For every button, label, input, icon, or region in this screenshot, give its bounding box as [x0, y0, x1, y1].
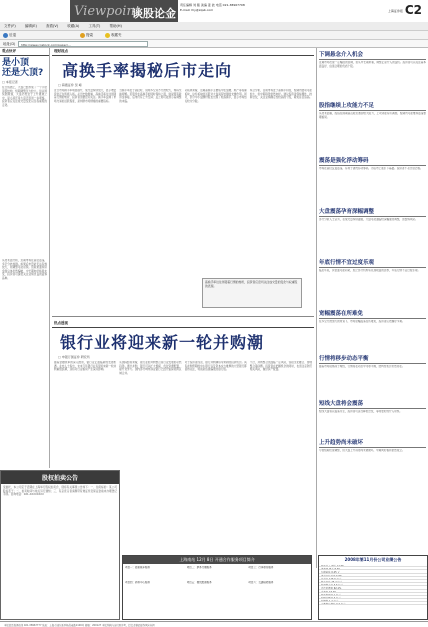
main-headline: 高换手率揭秘后市走向	[62, 61, 233, 80]
search-button[interactable]	[80, 32, 93, 39]
right-section-8-body: 短线大盘将以震荡为主，投资者可适当降低仓位，等待更好的介入时机。	[319, 410, 402, 413]
masthead-left-blank	[0, 0, 70, 22]
earnings-table-rows	[319, 564, 427, 605]
auction-notice	[0, 470, 120, 620]
main-section-tag: 理财视点	[52, 48, 314, 56]
station-ad-grid	[123, 564, 311, 597]
right-section-2-title: 股指继续上攻能力不足	[319, 99, 426, 111]
table-row: 每股收益 0.25 元	[319, 570, 427, 573]
right-section-3	[319, 154, 426, 203]
table-row: 股东权益 45.2 亿元	[319, 580, 427, 583]
menu-help[interactable]: 帮助(H)	[109, 24, 122, 28]
table-row: 总资产 125.6 亿元	[319, 577, 427, 580]
ad-cell: 项目五：餐饮配套服务	[186, 581, 212, 584]
menu-tools[interactable]: 工具(T)	[88, 24, 101, 28]
back-arrow-icon	[3, 33, 8, 38]
right-section-4	[319, 205, 426, 254]
second-article-col-4: 不过，并购整合也面临一定风险，包括文化融合、管理整合等问题。投资者在把握机会的同时，也需注意防范相关风险，做好资产配置。	[249, 361, 312, 372]
star-icon	[105, 33, 110, 38]
second-byline: □ 申银万国证券 研究所	[58, 355, 90, 359]
email-line: E-mail: lhy@zqsb.com	[180, 8, 214, 12]
table-row: 净利润 增长 8.3%	[319, 567, 427, 570]
article-divider	[52, 316, 314, 317]
menu-edit[interactable]: 编辑(E)	[24, 24, 37, 28]
address-label: 地址(D)	[3, 42, 16, 46]
auction-notice-body: 受委托，本公司定于近期在上海举行股权拍卖会，现将有关事项公告如下：一、拍卖标的：某公司股权若干；二、拍卖时间与地点另行通知；三、有意竞买者请携带有效证件及保证金前来办理登记手续。咨询电话：021-XXXXXXXX	[3, 486, 117, 497]
favorites-button[interactable]	[105, 32, 122, 39]
right-section-2-body: 从技术面看，股指在前期高点附近遇到较大阻力，上攻动能有所减弱，短期内可能维持震荡整理格局。	[319, 112, 426, 119]
section-chinese-title: 谈股论金	[132, 7, 176, 20]
masthead	[0, 0, 428, 22]
auction-notice-header: 股权拍卖公告	[1, 471, 119, 484]
main-article-col-2: 当换手率处于高位时，说明多空双方分歧较大，筹码交换频繁。若股价在高换手的同时保持上涨，则说明有新资金承接，后市仍有上升空间；反之则可能预示着调整的来临。	[119, 89, 182, 103]
ad-cell: 项目二：票务代理服务	[186, 566, 212, 569]
back-button[interactable]	[3, 32, 16, 39]
page-footer: 本报信息服务热线 021-38967777 地址：上海市浦东新区杨高南路1100号 邮编：200127 本报所载内容仅供参考，投资者据此操作风险自担	[0, 621, 428, 627]
right-section-5	[319, 256, 426, 305]
right-section-3-title: 震荡是强化浮动筹码	[319, 154, 426, 166]
page-number	[388, 3, 422, 17]
right-section-1-title: 下调悬念介入机会	[319, 48, 426, 60]
table-row: 所得税 1.2 亿元	[319, 599, 427, 602]
left-column-title: 是小顶 还是大顶?	[2, 58, 44, 78]
right-section-6-body: 在多空分歧加大的背景下，市场宽幅震荡在所难免，投资者应把握好节奏。	[319, 320, 405, 323]
table-row: 利润总额 5.3 亿元	[319, 596, 427, 599]
ad-cell: 项目六：交通接驳服务	[248, 581, 274, 584]
right-section-6-title: 宽幅震荡在所难免	[319, 307, 426, 319]
table-row: 资产负债率 62.1%	[319, 586, 427, 589]
masthead-info	[180, 3, 380, 13]
main-article-col-1: 近日市场换手率明显提升，成交量持续放大，显示增量资金正在积极入场。从历史数据看，高换手率往往伴随着行情的转折，投资者需要密切关注。换手率反映了市场交易的活跃程度，是判断市场情绪的重要指标。	[54, 89, 117, 103]
second-article-col-3: 对于投资者而言，银行并购潮将带来新的投资机会。具有并购预期的中小银行以及资本实力雄厚的大型银行都值得关注，特别是估值偏低的银行股。	[184, 361, 247, 372]
address-bar	[0, 40, 428, 48]
earnings-table-header: 2008年第11月份公司业绩公告	[344, 557, 402, 562]
menu-file[interactable]: 文件(F)	[4, 24, 16, 28]
second-article-col-2: 从国际经验来看，银行业的并购整合是行业发展的必然趋势。通过并购，银行可以扩大规模、优化资源配置、提升竞争力。国内部分城市商业银行已经开始探索跨区域合并。	[119, 361, 182, 375]
station-ad-header: 上海南站 12月 8日 开通合作服务项目简介	[123, 556, 311, 564]
right-section-8	[319, 397, 426, 434]
second-section-tag: 热点透视	[52, 320, 314, 328]
right-section-1-body: 近期市场出现一定幅度的回调，但从中长期来看，调整正是介入的良机。投资者可以关注基本面良好、估值合理的优质个股。	[319, 61, 426, 68]
left-column	[0, 48, 50, 468]
station-ad-table	[122, 555, 312, 620]
table-row: 经营现金流 3.6 亿元	[319, 583, 427, 586]
right-section-3-body: 市场在高位反复震荡，有利于清洗浮动筹码，为后市上涨打下基础。投资者不必过度恐慌。	[319, 167, 423, 170]
table-row: 营业收入 增长 12.5%	[319, 564, 427, 567]
menu-view[interactable]: 查看(V)	[45, 24, 59, 28]
left-column-body-2: 从技术面分析，近期市场在高位震荡，多空分歧加剧。如果后市量能无法有效放大，则调整可能延续。但政策面和资金面总体仍然偏暖，中长期向好格局未变，投资者可逢低关注业绩优良的蓝筹品种。	[2, 259, 47, 280]
earnings-table	[318, 555, 428, 620]
back-button-label: 后退	[9, 33, 16, 37]
right-section-9-title: 上升趋势尚未破坏	[319, 436, 426, 448]
pull-quote: 高换手率往往伴随着行情的转折，投资者应密切关注成交量的变化与权重股的表现。	[202, 278, 302, 308]
table-row: 毛利率 23.4%	[319, 590, 427, 593]
search-icon	[80, 33, 85, 38]
right-section-7-body: 随着市场逐渐趋于理性，行情将在动态中寻求平衡，结构性机会仍然存在。	[319, 365, 405, 368]
right-section-5-title: 年底行情不宜过度乐观	[319, 256, 426, 268]
right-section-9-body: 尽管短期出现调整，但大盘上升趋势尚未被破坏，中期向好格局依然成立。	[319, 449, 405, 452]
ad-cell: 项目四：商务中心服务	[125, 581, 151, 584]
table-row: 少数股东损益 0.3 亿元	[319, 602, 427, 605]
main-article-col-4: 综合分析，目前市场处于高换手阶段，短期内波动可能加大，但中期趋势依然向好。建议投资者保持理性，控制仓位，关注业绩确定性较高的个股，避免盲目追高。	[249, 89, 312, 100]
second-article-col-1: 随着金融改革的深入推进，银行业正面临新的发展机遇。业内人士指出，未来几年银行业有望迎来新一轮并购重组浪潮，这将对行业格局产生深远影响。	[54, 361, 117, 372]
search-button-label: 搜索	[86, 33, 93, 37]
left-column-author: □ 本报记者	[2, 80, 18, 84]
ad-cell: 项目一：旅客候车服务	[125, 566, 151, 569]
right-section-7	[319, 352, 426, 395]
editor-line: 责任编辑 刘 雁 美编 姜 波 电话 021-38967708	[180, 3, 245, 7]
page-number-label: C2	[404, 3, 422, 17]
right-section-2	[319, 99, 426, 152]
right-section-4-body: 部分分析人士认为，若成交量持续萎缩，大盘可能面临较深幅度的调整，需警惕风险。	[319, 218, 418, 221]
right-section-1	[319, 48, 426, 97]
address-input[interactable]: http://www.cnstock.com/paper/...	[18, 41, 148, 47]
main-article-body	[52, 89, 314, 269]
browser-menubar	[0, 22, 428, 31]
right-section-8-title: 短线大盘将会震荡	[319, 397, 426, 409]
main-article-col-3: 从板块来看，近期高换手主要集中在金融、地产等权重板块，这些板块的活跃对大盘具有较强的支撑作用。同时，部分中小盘题材股也出现了较高换手，显示市场热点较为分散。	[184, 89, 247, 103]
menu-favorites[interactable]: 收藏(A)	[67, 24, 80, 28]
table-row: 净资产收益率 6.8%	[319, 574, 427, 577]
right-column	[316, 48, 428, 568]
right-section-5-body: 临近年底，资金面可能趋紧，加之部分机构有兑现收益的需求，年底行情不宜过度乐观。	[319, 269, 421, 272]
second-headline: 银行业将迎来新一轮并购潮	[60, 333, 265, 352]
section-english-title: Viewpoint	[74, 4, 141, 19]
left-section-tag: 观点快评	[0, 48, 49, 56]
right-section-9	[319, 436, 426, 473]
favorites-button-label: 收藏夹	[111, 33, 122, 37]
section-banner	[70, 0, 178, 22]
table-row: 营业利润 5.1 亿元	[319, 593, 427, 596]
main-byline: □ 海通证券 吴 峰	[58, 83, 82, 87]
browser-toolbar	[0, 31, 428, 40]
left-column-body-1: 在日线图上，大盘已经形成了一个小型顶部结构，短期调整压力较大。但从周线图观察，大盘仍然处于上升通道之中，是小顶还是大顶还需进一步观察。投资者应关注成交量变化以及权重股的走势。	[2, 86, 47, 107]
right-section-6	[319, 307, 426, 350]
right-section-4-title: 大盘震荡孕育深幅调整	[319, 205, 426, 217]
paper-name: 上海证券报	[387, 8, 403, 13]
right-section-7-title: 行情将移步动态平衡	[319, 352, 426, 364]
ad-cell: 项目三：行李寄存服务	[248, 566, 274, 569]
